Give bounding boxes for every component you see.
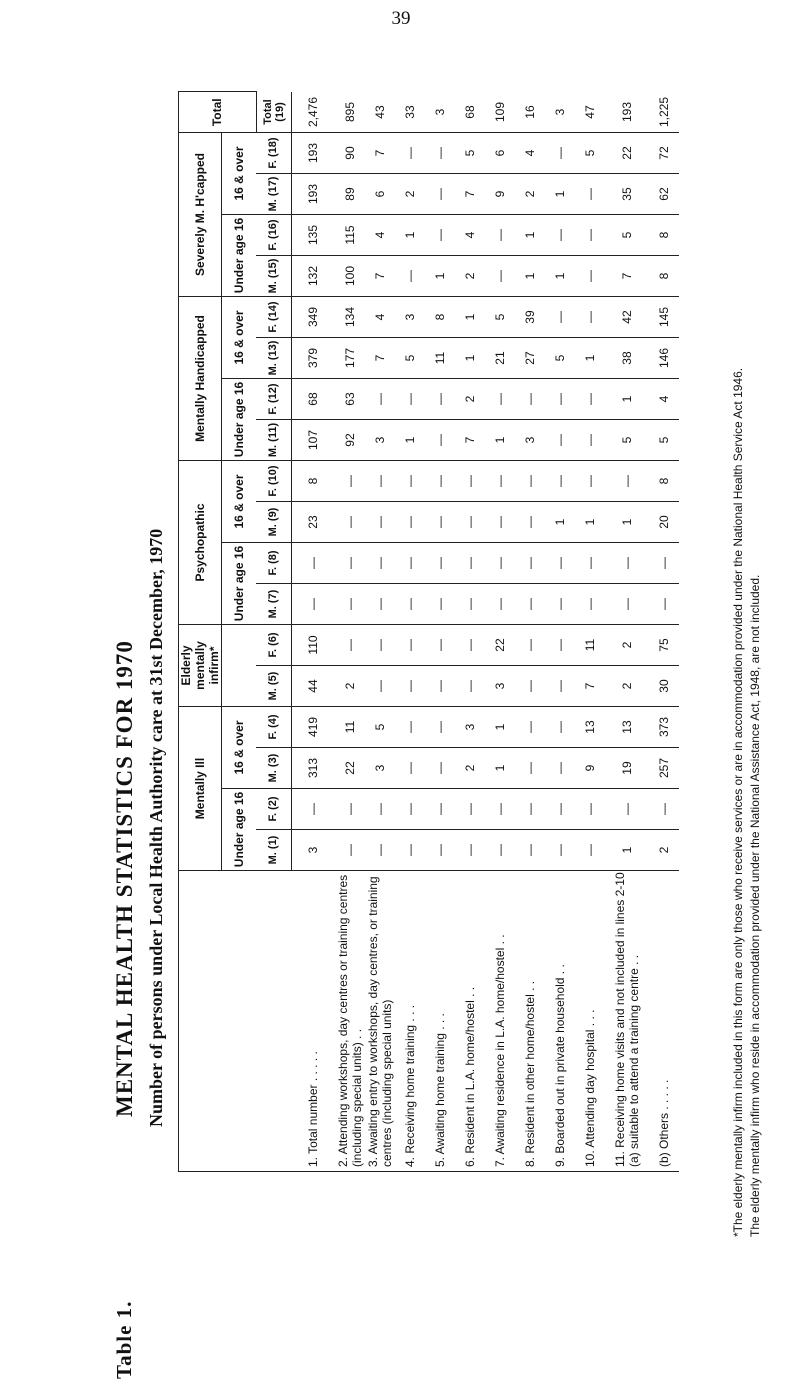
table-cell: — — [515, 625, 545, 666]
table-cell: 47 — [575, 92, 605, 133]
table-cell: 23 — [291, 502, 335, 543]
table-cell: 1 — [455, 338, 485, 379]
table-cell: 9 — [485, 174, 515, 215]
table-cell: — — [545, 625, 575, 666]
table-cell: — — [425, 748, 455, 789]
table-cell: 193 — [291, 174, 335, 215]
table-cell: 1 — [515, 256, 545, 297]
row-label: 10. Attending day hospital . . . — [575, 871, 605, 1172]
table-cell: 3 — [365, 420, 395, 461]
table-cell: 7 — [365, 133, 395, 174]
row-label: 7. Awaiting residence in L.A. home/hostel . . — [485, 871, 515, 1172]
row-label: 11. Receiving home visits and not included in lines 2-10 (a) suitable to attend a training centre . . — [605, 871, 649, 1172]
table-cell: — — [545, 297, 575, 338]
table-cell: — — [515, 584, 545, 625]
table-cell: 1 — [545, 256, 575, 297]
table-cell: — — [485, 461, 515, 502]
table-cell: — — [425, 625, 455, 666]
table-cell: — — [515, 748, 545, 789]
table-cell: — — [425, 666, 455, 707]
table-cell: — — [425, 133, 455, 174]
table-cell: — — [365, 625, 395, 666]
table-cell: — — [575, 420, 605, 461]
table-cell: — — [365, 789, 395, 830]
table-cell: 110 — [291, 625, 335, 666]
table-cell: — — [425, 215, 455, 256]
table-cell: — — [291, 789, 335, 830]
column-header: F. (6) — [256, 625, 291, 666]
table-cell: — — [425, 543, 455, 584]
table-cell: — — [365, 830, 395, 871]
table-label: Table 1. — [112, 1300, 136, 1379]
table-cell: 146 — [649, 338, 679, 379]
table-cell: 1 — [605, 502, 649, 543]
table-cell: — — [395, 543, 425, 584]
table-cell: — — [425, 830, 455, 871]
table-cell: 8 — [649, 215, 679, 256]
column-header: F. (4) — [256, 707, 291, 748]
table-cell: — — [545, 420, 575, 461]
table-cell: — — [395, 379, 425, 420]
table-cell: 11 — [425, 338, 455, 379]
table-cell: 33 — [395, 92, 425, 133]
table-cell: — — [575, 215, 605, 256]
table-cell: 6 — [365, 174, 395, 215]
table-cell: 2 — [605, 625, 649, 666]
column-header: Total (19) — [256, 92, 291, 133]
table-cell: — — [455, 830, 485, 871]
table-cell: — — [395, 502, 425, 543]
table-cell: 44 — [291, 666, 335, 707]
table-cell: — — [425, 461, 455, 502]
table-cell: 2 — [455, 379, 485, 420]
table-cell: — — [575, 297, 605, 338]
table-cell: 132 — [291, 256, 335, 297]
table-cell: 1 — [395, 420, 425, 461]
column-header: F. (8) — [256, 543, 291, 584]
table-cell: 43 — [365, 92, 395, 133]
table-cell: — — [455, 502, 485, 543]
table-cell: 7 — [365, 338, 395, 379]
subgroup-header: 16 & over — [222, 297, 257, 379]
table-cell: 3 — [365, 748, 395, 789]
table-cell: 1 — [545, 502, 575, 543]
table-cell: — — [335, 502, 365, 543]
table-cell: — — [649, 789, 679, 830]
table-cell: 2,476 — [291, 92, 335, 133]
table-cell: 6 — [485, 133, 515, 174]
row-label: 4. Receiving home training . . . — [395, 871, 425, 1172]
table-cell: 22 — [485, 625, 515, 666]
table-row — [335, 92, 365, 1172]
table-cell: 19 — [605, 748, 649, 789]
row-label: (b) Others . . . . . — [649, 871, 679, 1172]
table-cell: — — [365, 461, 395, 502]
table-cell: 193 — [605, 92, 649, 133]
table-cell: — — [455, 543, 485, 584]
table-cell: — — [545, 584, 575, 625]
column-header: F. (12) — [256, 379, 291, 420]
table-row — [575, 92, 605, 1172]
table-cell: 177 — [335, 338, 365, 379]
table-cell: 2 — [649, 830, 679, 871]
table-cell: — — [291, 543, 335, 584]
table-cell: 22 — [335, 748, 365, 789]
table-cell: — — [395, 789, 425, 830]
table-cell: — — [605, 584, 649, 625]
table-cell: 2 — [455, 256, 485, 297]
page-number: 39 — [391, 8, 411, 29]
table-cell: 100 — [335, 256, 365, 297]
table-cell: 5 — [365, 707, 395, 748]
table-cell: 7 — [365, 256, 395, 297]
column-header: M. (15) — [256, 256, 291, 297]
table-cell: 3 — [485, 666, 515, 707]
table-row — [425, 92, 455, 1172]
table-cell: — — [545, 461, 575, 502]
table-cell: — — [335, 461, 365, 502]
table-cell: — — [365, 666, 395, 707]
table-cell: — — [545, 707, 575, 748]
subgroup-header: 16 & over — [222, 707, 257, 789]
table-cell: 3 — [515, 420, 545, 461]
table-cell: 4 — [365, 215, 395, 256]
table-cell: — — [335, 789, 365, 830]
table-cell: — — [485, 543, 515, 584]
table-cell: 2 — [335, 666, 365, 707]
table-cell: — — [455, 625, 485, 666]
table-cell: 1 — [485, 748, 515, 789]
column-header: F. (2) — [256, 789, 291, 830]
row-label: 8. Resident in other home/hostel . . — [515, 871, 545, 1172]
table-row — [605, 92, 649, 1172]
table-cell: — — [545, 748, 575, 789]
table-cell: — — [395, 584, 425, 625]
column-header: M. (13) — [256, 338, 291, 379]
table-cell: 62 — [649, 174, 679, 215]
table-cell: — — [575, 584, 605, 625]
page-title: MENTAL HEALTH STATISTICS FOR 1970 — [112, 640, 137, 1117]
subgroup-header: Under age 16 — [222, 543, 257, 625]
table-cell: — — [335, 543, 365, 584]
row-label: 9. Boarded out in private household . . — [545, 871, 575, 1172]
table-cell: — — [575, 789, 605, 830]
table-cell: 1 — [545, 174, 575, 215]
table-cell: 1 — [485, 420, 515, 461]
table-cell: 1 — [485, 707, 515, 748]
subgroup-header: 16 & over — [222, 133, 257, 215]
table-cell: 11 — [335, 707, 365, 748]
table-cell: — — [545, 379, 575, 420]
table-cell: — — [545, 215, 575, 256]
table-cell: — — [365, 543, 395, 584]
table-cell: — — [605, 461, 649, 502]
table-cell: 90 — [335, 133, 365, 174]
table-cell: 5 — [575, 133, 605, 174]
table-cell: 109 — [485, 92, 515, 133]
column-header: M. (1) — [256, 830, 291, 871]
table-cell: — — [455, 789, 485, 830]
table-cell: 135 — [291, 215, 335, 256]
row-header-blank — [179, 871, 292, 1172]
column-header: M. (7) — [256, 584, 291, 625]
table-cell: — — [395, 666, 425, 707]
table-cell: — — [395, 625, 425, 666]
table-cell: 145 — [649, 297, 679, 338]
table-cell: — — [425, 379, 455, 420]
table-cell: — — [485, 830, 515, 871]
table-cell: 42 — [605, 297, 649, 338]
table-cell: 11 — [575, 625, 605, 666]
table-row — [395, 92, 425, 1172]
table-cell: 1 — [425, 256, 455, 297]
table-cell: 3 — [291, 830, 335, 871]
table-cell: 5 — [649, 420, 679, 461]
column-header: F. (14) — [256, 297, 291, 338]
table-cell: — — [365, 584, 395, 625]
footnote: *The elderly mentally infirm included in this form are only those who receive services or are in accommodation provided under the National Health Service Act 1946. — [731, 367, 745, 1237]
column-header: M. (17) — [256, 174, 291, 215]
table-cell: — — [545, 830, 575, 871]
table-cell: 379 — [291, 338, 335, 379]
table-row — [485, 92, 515, 1172]
footnote: The elderly mentally infirm who reside in accommodation provided under the National Assistance Act, 1948, are not included. — [748, 574, 762, 1237]
table-cell: — — [291, 584, 335, 625]
table-cell: — — [395, 461, 425, 502]
table-cell: 39 — [515, 297, 545, 338]
table-cell: — — [575, 543, 605, 584]
table-cell: — — [575, 379, 605, 420]
row-label: 3. Awaiting entry to workshops, day centres, or training centres (including special units) — [365, 871, 395, 1172]
group-header: Psychopathic — [179, 461, 222, 625]
table-cell: 349 — [291, 297, 335, 338]
table-cell: 4 — [649, 379, 679, 420]
table-row — [365, 92, 395, 1172]
table-cell: 3 — [455, 707, 485, 748]
table-cell: — — [515, 789, 545, 830]
table-cell: — — [455, 666, 485, 707]
table-cell: 1 — [575, 502, 605, 543]
table-cell: — — [515, 502, 545, 543]
table-cell: 68 — [455, 92, 485, 133]
group-header: Mentally Ill — [179, 707, 222, 871]
table-row — [291, 92, 335, 1172]
column-header: M. (9) — [256, 502, 291, 543]
table-cell: — — [485, 502, 515, 543]
table-cell: — — [425, 502, 455, 543]
table-cell: — — [425, 789, 455, 830]
table-cell: — — [575, 174, 605, 215]
table-cell: — — [485, 584, 515, 625]
row-label: 1. Total number . . . . . — [291, 871, 335, 1172]
table-cell: — — [575, 461, 605, 502]
table-cell: 7 — [575, 666, 605, 707]
table-cell: — — [425, 584, 455, 625]
table-cell: 4 — [515, 133, 545, 174]
table-cell: 4 — [365, 297, 395, 338]
table-cell: — — [485, 256, 515, 297]
column-header: M. (3) — [256, 748, 291, 789]
table-cell: — — [485, 215, 515, 256]
table-cell: — — [455, 584, 485, 625]
row-label: 2. Attending workshops, day centres or training centres (including special units) . . — [335, 871, 365, 1172]
table-cell: — — [515, 830, 545, 871]
table-cell: 63 — [335, 379, 365, 420]
table-cell: — — [395, 256, 425, 297]
table-cell: 373 — [649, 707, 679, 748]
table-cell: 1 — [455, 297, 485, 338]
table-cell: 89 — [335, 174, 365, 215]
table-cell: — — [335, 625, 365, 666]
table-cell: 193 — [291, 133, 335, 174]
table-cell: 72 — [649, 133, 679, 174]
table-cell: — — [365, 379, 395, 420]
table-cell: 419 — [291, 707, 335, 748]
statistics-table — [178, 92, 679, 1173]
row-label: 5. Awaiting home training . . . — [425, 871, 455, 1172]
table-cell: — — [425, 174, 455, 215]
table-cell: 3 — [425, 92, 455, 133]
table-cell: 13 — [605, 707, 649, 748]
table-cell: 27 — [515, 338, 545, 379]
group-header: Severely M. H'capped — [179, 133, 222, 297]
table-cell: — — [335, 584, 365, 625]
total-header: Total — [179, 92, 257, 133]
table-cell: — — [649, 584, 679, 625]
table-row — [649, 92, 679, 1172]
table-cell: 8 — [649, 461, 679, 502]
table-cell: 2 — [395, 174, 425, 215]
table-cell: 3 — [545, 92, 575, 133]
table-cell: 313 — [291, 748, 335, 789]
table-row — [455, 92, 485, 1172]
table-cell: — — [515, 379, 545, 420]
table-cell: 257 — [649, 748, 679, 789]
table-cell: 1 — [575, 338, 605, 379]
table-cell: — — [395, 133, 425, 174]
table-cell: 1 — [605, 830, 649, 871]
table-cell: 3 — [395, 297, 425, 338]
table-cell: — — [515, 666, 545, 707]
table-cell: 68 — [291, 379, 335, 420]
table-cell: — — [649, 543, 679, 584]
table-cell: 895 — [335, 92, 365, 133]
table-cell: 13 — [575, 707, 605, 748]
table-cell: — — [335, 830, 365, 871]
table-cell: 75 — [649, 625, 679, 666]
footnotes — [730, 368, 764, 1237]
table-cell: 7 — [605, 256, 649, 297]
table-cell: — — [485, 789, 515, 830]
table-cell: 22 — [605, 133, 649, 174]
table-cell: 107 — [291, 420, 335, 461]
subgroup-header — [222, 625, 257, 707]
table-cell: 5 — [545, 338, 575, 379]
table-cell: — — [515, 543, 545, 584]
table-cell: 1 — [515, 215, 545, 256]
table-cell: 16 — [515, 92, 545, 133]
table-cell: — — [545, 666, 575, 707]
table-cell: 5 — [605, 215, 649, 256]
table-cell: 8 — [425, 297, 455, 338]
table-cell: 8 — [291, 461, 335, 502]
column-header: F. (10) — [256, 461, 291, 502]
table-cell: 1 — [605, 379, 649, 420]
table-cell: 7 — [455, 420, 485, 461]
table-cell: 134 — [335, 297, 365, 338]
table-cell: 2 — [455, 748, 485, 789]
page-subtitle: Number of persons under Local Health Authority care at 31st December, 1970 — [146, 528, 166, 1127]
column-header: F. (16) — [256, 215, 291, 256]
table-cell: — — [545, 789, 575, 830]
table-cell: 2 — [515, 174, 545, 215]
table-cell: — — [515, 461, 545, 502]
table-cell: 7 — [455, 174, 485, 215]
column-header: M. (5) — [256, 666, 291, 707]
table-cell: — — [605, 789, 649, 830]
table-cell: — — [515, 707, 545, 748]
group-header: Elderly mentally infirm* — [179, 625, 222, 707]
table-cell: — — [605, 543, 649, 584]
table-cell: 35 — [605, 174, 649, 215]
table-cell: — — [425, 420, 455, 461]
table-cell: 38 — [605, 338, 649, 379]
subgroup-header: Under age 16 — [222, 789, 257, 871]
table-cell: 1 — [395, 215, 425, 256]
table-cell: 30 — [649, 666, 679, 707]
table-cell: 5 — [455, 133, 485, 174]
table-cell: 2 — [605, 666, 649, 707]
table-cell: — — [545, 543, 575, 584]
table-cell: 92 — [335, 420, 365, 461]
table-cell: — — [575, 256, 605, 297]
table-cell: — — [545, 133, 575, 174]
subgroup-header: Under age 16 — [222, 379, 257, 461]
table-cell: 5 — [485, 297, 515, 338]
table-cell: 4 — [455, 215, 485, 256]
table-cell: — — [365, 502, 395, 543]
table-cell: — — [395, 707, 425, 748]
table-cell: — — [425, 707, 455, 748]
table-cell: 5 — [395, 338, 425, 379]
table-cell: 9 — [575, 748, 605, 789]
subgroup-header: Under age 16 — [222, 215, 257, 297]
table-cell: — — [485, 379, 515, 420]
table-cell: — — [395, 748, 425, 789]
table-row — [515, 92, 545, 1172]
table-cell: 20 — [649, 502, 679, 543]
table-cell: 5 — [605, 420, 649, 461]
row-label: 6. Resident in L.A. home/hostel . . — [455, 871, 485, 1172]
table-row — [545, 92, 575, 1172]
table-cell: — — [575, 830, 605, 871]
column-header: M. (11) — [256, 420, 291, 461]
table-cell: — — [395, 830, 425, 871]
table-cell: 8 — [649, 256, 679, 297]
table-cell: 21 — [485, 338, 515, 379]
subgroup-header: 16 & over — [222, 461, 257, 543]
table-cell: 115 — [335, 215, 365, 256]
table-cell: — — [455, 461, 485, 502]
column-header: F. (18) — [256, 133, 291, 174]
table-cell: 1,225 — [649, 92, 679, 133]
group-header: Mentally Handicapped — [179, 297, 222, 461]
